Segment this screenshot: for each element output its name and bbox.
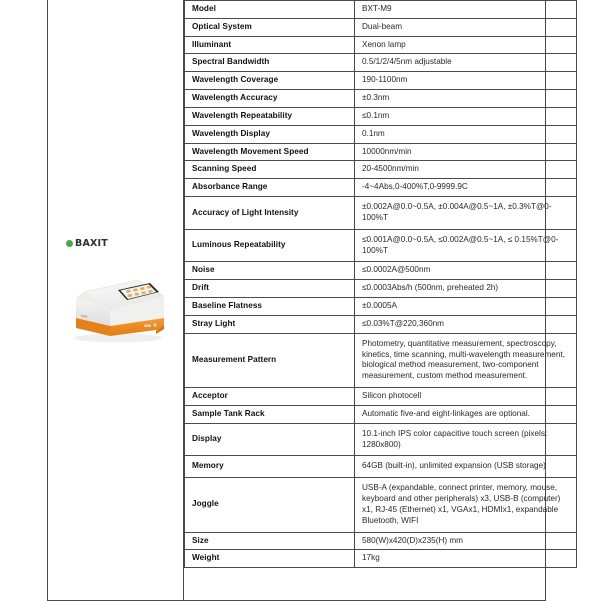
table-row bbox=[185, 179, 577, 197]
table-row bbox=[185, 1, 577, 19]
table-row bbox=[185, 72, 577, 90]
spec-label: Wavelength Accuracy bbox=[185, 90, 355, 108]
brand-name: BAXIT bbox=[75, 238, 108, 249]
spec-value: BXT-M9 bbox=[355, 1, 577, 19]
spec-value: 190-1100nm bbox=[355, 72, 577, 90]
spec-value: 580(W)x420(D)x235(H) mm bbox=[355, 532, 577, 550]
spec-label: Spectral Bandwidth bbox=[185, 54, 355, 72]
spec-label: Scanning Speed bbox=[185, 161, 355, 179]
spec-rows-body bbox=[185, 1, 577, 568]
table-row bbox=[185, 125, 577, 143]
table-row bbox=[185, 280, 577, 298]
spec-value: Automatic five-and eight-linkages are optional. bbox=[355, 405, 577, 423]
spec-value: Photometry, quantitative measurement, spectroscopy, kinetics, time scanning, multi-wavelength measurement, biological method measurement, two-component measurement, custom method measurement. bbox=[355, 333, 577, 387]
spec-value: 0.1nm bbox=[355, 125, 577, 143]
spec-rows-table bbox=[184, 0, 577, 568]
spec-label: Weight bbox=[185, 550, 355, 568]
spec-value: ±0.3nm bbox=[355, 90, 577, 108]
spec-table-body-row bbox=[48, 0, 546, 601]
spec-label: Optical System bbox=[185, 18, 355, 36]
table-row bbox=[185, 478, 577, 532]
spec-label: Stray Light bbox=[185, 315, 355, 333]
spec-label: Model bbox=[185, 1, 355, 19]
product-photo bbox=[60, 268, 172, 348]
spec-value: 10.1-inch IPS color capacitive touch screen (pixels: 1280x800) bbox=[355, 423, 577, 456]
spec-value: 20-4500nm/min bbox=[355, 161, 577, 179]
spec-value: ≤0.1nm bbox=[355, 107, 577, 125]
spec-label: Wavelength Movement Speed bbox=[185, 143, 355, 161]
spec-label: Wavelength Display bbox=[185, 125, 355, 143]
spec-label: Drift bbox=[185, 280, 355, 298]
table-row bbox=[185, 54, 577, 72]
spec-label: Joggle bbox=[185, 478, 355, 532]
table-row bbox=[185, 143, 577, 161]
table-row bbox=[185, 298, 577, 316]
spec-rows-cell bbox=[184, 0, 565, 601]
table-row bbox=[185, 229, 577, 262]
spec-label: Luminous Repeatability bbox=[185, 229, 355, 262]
table-row bbox=[185, 18, 577, 36]
spec-label: Illuminant bbox=[185, 36, 355, 54]
leaf-circle-icon bbox=[66, 240, 73, 247]
table-row bbox=[185, 262, 577, 280]
table-row bbox=[185, 315, 577, 333]
spec-value: 64GB (built-in), unlimited expansion (USB storage) bbox=[355, 456, 577, 478]
spec-value: 10000nm/min bbox=[355, 143, 577, 161]
product-spec-table bbox=[47, 0, 565, 601]
table-row bbox=[185, 161, 577, 179]
table-row bbox=[185, 107, 577, 125]
spec-label: Memory bbox=[185, 456, 355, 478]
spec-value: ≤0.0003Abs/h (500nm, preheated 2h) bbox=[355, 280, 577, 298]
brand-logo bbox=[66, 238, 108, 249]
spec-value: ±0.0005A bbox=[355, 298, 577, 316]
spec-value: 17kg bbox=[355, 550, 577, 568]
spec-value: ≤0.03%T@220,360nm bbox=[355, 315, 577, 333]
spec-label: Accuracy of Light Intensity bbox=[185, 197, 355, 230]
spec-value: ≤0.001A@0.0~0.5A, ≤0.002A@0.5~1A, ≤ 0.15%T@0-100%T bbox=[355, 229, 577, 262]
table-row bbox=[185, 550, 577, 568]
spec-value: -4~4Abs,0-400%T,0-9999.9C bbox=[355, 179, 577, 197]
spec-label: Absorbance Range bbox=[185, 179, 355, 197]
spec-label: Wavelength Coverage bbox=[185, 72, 355, 90]
table-row bbox=[185, 197, 577, 230]
table-row bbox=[185, 456, 577, 478]
spec-value: 0.5/1/2/4/5nm adjustable bbox=[355, 54, 577, 72]
spec-label: Size bbox=[185, 532, 355, 550]
spec-label: Acceptor bbox=[185, 388, 355, 406]
spec-label: Sample Tank Rack bbox=[185, 405, 355, 423]
spec-label: Noise bbox=[185, 262, 355, 280]
product-media-cell bbox=[48, 0, 184, 601]
table-row bbox=[185, 333, 577, 387]
table-row bbox=[185, 405, 577, 423]
table-row bbox=[185, 90, 577, 108]
spec-label: Wavelength Repeatability bbox=[185, 107, 355, 125]
spec-value: USB-A (expandable, connect printer, memory, mouse, keyboard and other peripherals) x3, USB-B (computer) x1, RJ-45 (Ethernet) x1, VGAx1, HDMIx1, expandable Bluetooth, WIFI bbox=[355, 478, 577, 532]
spec-value: Dual-beam bbox=[355, 18, 577, 36]
table-row bbox=[185, 532, 577, 550]
spec-value: ±0.002A@0.0~0.5A, ±0.004A@0.5~1A, ±0.3%T@0-100%T bbox=[355, 197, 577, 230]
spec-label: Display bbox=[185, 423, 355, 456]
spec-value: ≤0.0002A@500nm bbox=[355, 262, 577, 280]
table-row bbox=[185, 423, 577, 456]
spec-value: Silicon photocell bbox=[355, 388, 577, 406]
spec-label: Measurement Pattern bbox=[185, 333, 355, 387]
spectrophotometer-illustration bbox=[60, 268, 172, 348]
spec-label: Baseline Flatness bbox=[185, 298, 355, 316]
table-row bbox=[185, 36, 577, 54]
spec-value: Xenon lamp bbox=[355, 36, 577, 54]
table-row bbox=[185, 388, 577, 406]
